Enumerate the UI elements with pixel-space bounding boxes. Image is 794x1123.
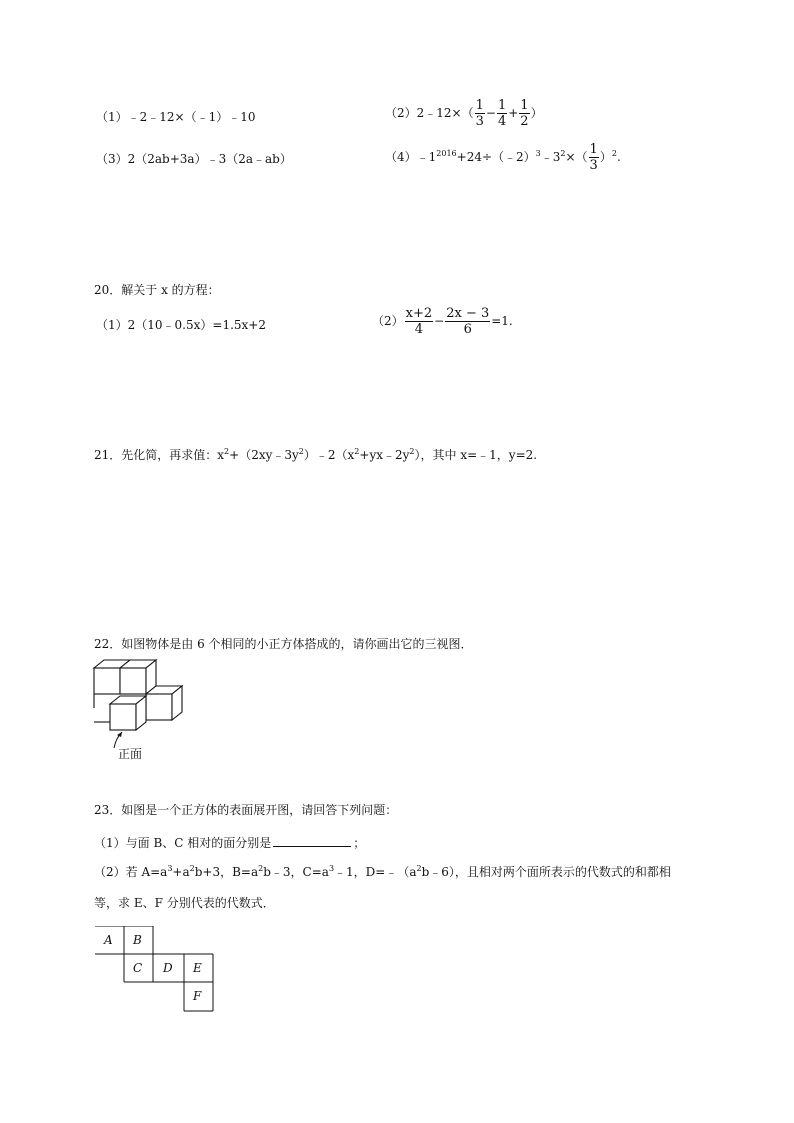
fraction-numerator: 2x − 3 — [446, 306, 490, 321]
q23-text: ﹣1，D=﹣（a — [334, 865, 417, 879]
q21-text-c: ）﹣2（x — [303, 448, 355, 462]
q23-title: 23．如图是一个正方体的表面展开图，请回答下列问题： — [94, 803, 398, 817]
q21-text-e: ），其中 x=﹣1，y=2. — [414, 448, 538, 462]
closing-paren: ） — [530, 106, 543, 120]
exponent: 2 — [409, 447, 415, 456]
q23-text: b+3，B=a — [194, 865, 259, 879]
q23-part1 — [94, 834, 365, 851]
fraction-denominator: 3 — [589, 158, 598, 173]
q19-part3: （3）2（2ab+3a）﹣3（2a﹣ab） — [96, 152, 292, 166]
q20-part2-prefix: （2） — [372, 314, 404, 328]
exponent: 3 — [167, 864, 173, 873]
period: . — [616, 150, 621, 164]
net-face-f: F — [193, 989, 202, 1003]
minus-sign: − — [434, 314, 445, 328]
q20-part1: （1）2（10﹣0.5x）=1.5x+2 — [96, 318, 266, 332]
q21-text-d: +yx﹣2y — [359, 448, 410, 462]
exponent: 2 — [224, 447, 230, 456]
fraction-one-third — [589, 142, 599, 173]
fraction-numerator: 1 — [497, 98, 507, 113]
exponent: 2 — [258, 864, 264, 873]
q23-part2-line2: 等，求 E、F 分别代表的代数式． — [94, 896, 275, 910]
net-face-b: B — [133, 933, 142, 947]
q19-part4-prefix: （4）﹣1 — [385, 150, 437, 164]
exponent: 2 — [611, 149, 617, 158]
front-label: 正面 — [118, 747, 143, 761]
q19-part4-mid2: ﹣3 — [540, 150, 561, 164]
fraction-denominator: 6 — [463, 322, 472, 337]
semicolon: ； — [353, 836, 366, 850]
cube-front-face — [120, 668, 146, 694]
fraction-denominator: 2 — [520, 114, 529, 129]
cube-stack-figure — [88, 656, 198, 766]
q19-part1: （1）﹣2﹣12×（﹣1）﹣10 — [96, 110, 256, 124]
closing-paren: ） — [599, 150, 612, 164]
exponent: 2 — [354, 447, 360, 456]
fraction-denominator: 4 — [497, 114, 507, 129]
q23-text: （2）若 A=a — [94, 865, 168, 879]
q21-text-a: 21．先化简，再求值：x — [94, 448, 225, 462]
q19-part4-mid: +24÷（﹣2） — [456, 150, 536, 164]
q23-text: +a — [172, 865, 190, 879]
q23-text: b﹣3，C=a — [263, 865, 329, 879]
exponent: 2 — [416, 864, 422, 873]
q23-part1-prefix: （1）与面 B、C 相对的面分别是 — [94, 836, 272, 850]
cube-front-face — [94, 668, 120, 694]
net-face-d: D — [163, 961, 173, 975]
cube-front-face — [110, 704, 136, 730]
exponent: 2 — [298, 447, 304, 456]
fraction-numerator: 1 — [475, 98, 484, 113]
fraction-one-third — [475, 98, 485, 129]
fraction-numerator: 1 — [589, 142, 598, 157]
q20-title: 20．解关于 x 的方程： — [94, 283, 220, 297]
exponent: 3 — [535, 149, 541, 158]
net-face-a: A — [104, 933, 113, 947]
q22-title: 22．如图物体是由 6 个相同的小正方体搭成的，请你画出它的三视图． — [94, 637, 473, 651]
fraction-one-fourth — [497, 98, 507, 129]
q21-text-b: +（2xy﹣3y — [229, 448, 299, 462]
q19-part2-prefix: （2）2﹣12×（ — [385, 106, 474, 120]
fraction-one-half — [519, 98, 529, 129]
minus-sign: − — [485, 106, 496, 120]
exponent: 2016 — [436, 149, 457, 158]
fraction-denominator: 4 — [414, 322, 424, 337]
cube-front-face — [146, 694, 172, 720]
equals-one: =1. — [491, 314, 513, 328]
q21-text — [94, 446, 537, 463]
fraction-numerator: x+2 — [405, 306, 433, 321]
exponent: 2 — [189, 864, 195, 873]
q23-text: b﹣6），且相对两个面所表示的代数式的和都相 — [421, 865, 671, 879]
exponent: 2 — [560, 149, 566, 158]
q23-part2-line1 — [94, 863, 671, 880]
q19-part4-mid3: ×（ — [565, 150, 588, 164]
net-face-e: E — [193, 961, 202, 975]
plus-sign: + — [508, 106, 519, 120]
fraction-denominator: 3 — [475, 114, 484, 129]
q19-part4 — [385, 142, 621, 173]
q19-part2 — [385, 98, 543, 129]
net-face-c: C — [133, 961, 143, 975]
answer-blank[interactable] — [273, 835, 351, 847]
fraction-x-plus-2-over-4 — [405, 306, 434, 337]
q20-part2 — [372, 306, 513, 337]
fraction-numerator: 1 — [520, 98, 529, 113]
fraction-2x-minus-3-over-6 — [445, 306, 490, 337]
exponent: 3 — [328, 864, 335, 873]
